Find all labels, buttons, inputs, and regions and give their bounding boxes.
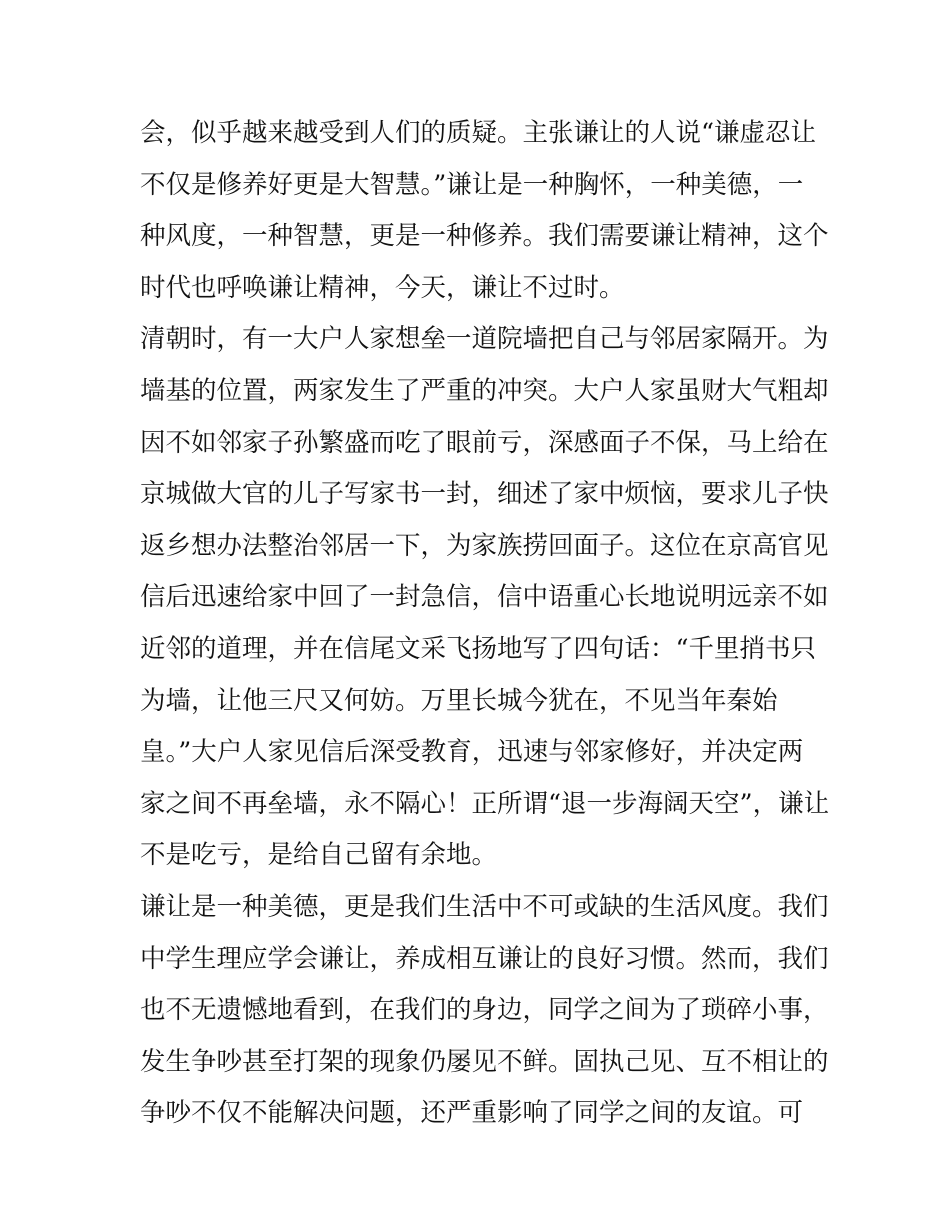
text-line: 也不无遗憾地看到，在我们的身边，同学之间为了琐碎小事， — [140, 995, 829, 1026]
text-line: 皇。”大户人家见信后深受教育，迅速与邻家修好，并决定两 — [140, 737, 804, 768]
text-line: 会，似乎越来越受到人们的质疑。主张谦让的人说“谦虚忍让 — [140, 118, 817, 148]
body-text — [140, 108, 830, 1140]
text-line: 返乡想办法整治邻居一下，为家族捞回面子。这位在京高官见 — [140, 530, 829, 561]
text-line: 谦让是一种美德，更是我们生活中不可或缺的生活风度。我们 — [140, 891, 829, 922]
text-line: 不是吃亏，是给自己留有余地。 — [140, 840, 498, 871]
text-line: 时代也呼唤谦让精神，今天，谦让不过时。 — [140, 272, 625, 303]
text-line: 墙基的位置，两家发生了严重的冲突。大户人家虽财大气粗却 — [140, 375, 829, 406]
text-line: 为墙，让他三尺又何妨。万里长城今犹在，不见当年秦始 — [140, 685, 778, 716]
text-line: 不仅是修养好更是大智慧。”谦让是一种胸怀，一种美德，一 — [140, 169, 804, 200]
text-line: 中学生理应学会谦让，养成相互谦让的良好习惯。然而，我们 — [140, 943, 829, 974]
text-line: 近邻的道理，并在信尾文采飞扬地写了四句话：“千里捎书只 — [140, 633, 817, 664]
text-line: 信后迅速给家中回了一封急信，信中语重心长地说明远亲不如 — [140, 582, 829, 613]
text-line: 京城做大官的儿子写家书一封，细述了家中烦恼，要求儿子快 — [140, 479, 829, 510]
text-line: 家之间不再垒墙，永不隔心！正所谓“退一步海阔天空”，谦让 — [140, 788, 830, 819]
text-line: 因不如邻家子孙繁盛而吃了眼前亏，深感面子不保，马上给在 — [140, 427, 829, 458]
text-line: 清朝时，有一大户人家想垒一道院墙把自己与邻居家隔开。为 — [140, 324, 829, 355]
text-line: 种风度，一种智慧，更是一种修养。我们需要谦让精神，这个 — [140, 221, 829, 252]
text-line: 发生争吵甚至打架的现象仍屡见不鲜。固执己见、互不相让的 — [140, 1046, 829, 1077]
text-line: 争吵不仅不能解决问题，还严重影响了同学之间的友谊。可 — [140, 1098, 804, 1129]
